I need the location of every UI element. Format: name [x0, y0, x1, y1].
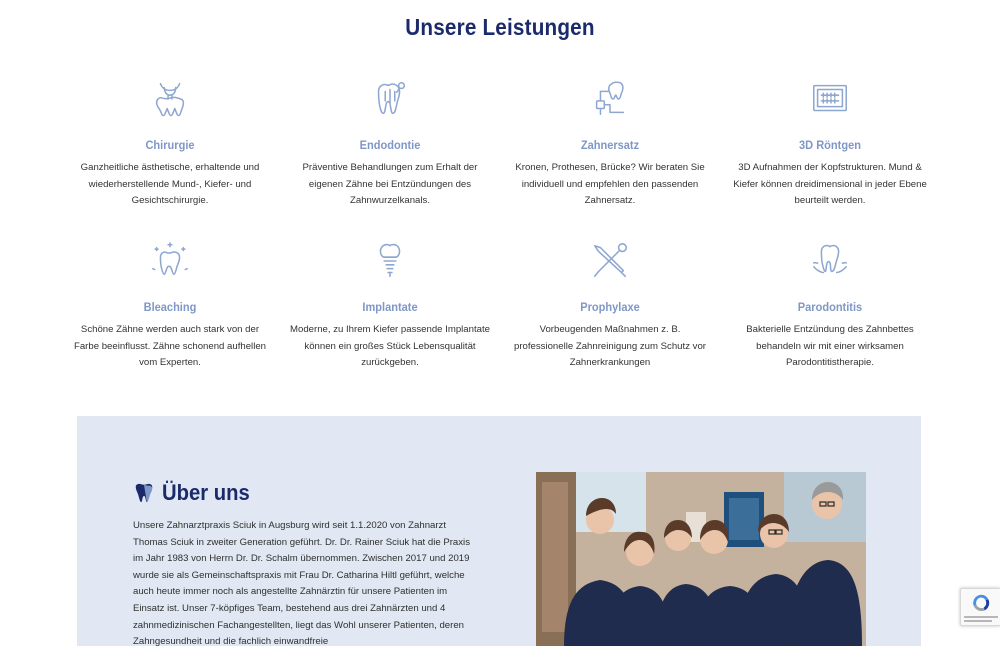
- service-description: Schöne Zähne werden auch stark von der Farbe beeinflusst. Zähne schonend aufhellen vom Experten.: [73, 324, 266, 368]
- dental-bridge-icon: [500, 78, 720, 126]
- service-title: Implantate: [362, 300, 418, 314]
- service-title: Endodontie: [359, 138, 421, 152]
- about-heading: [133, 480, 257, 506]
- service-description: Ganzheitliche ästhetische, erhaltende und wiederherstellende Mund-, Kiefer- und Gesichtschirurgie.: [80, 162, 260, 206]
- service-parodontitis[interactable]: [720, 240, 940, 402]
- about-text: Unsere Zahnarztpraxis Sciuk in Augsburg wird seit 1.1.2020 von Zahnarzt Thomas Sciuk in zweiter Generation geführt. Dr. Dr. Rainer Sciuk hat die Praxis im Jahr 1983 von Herrn Dr. Dr. Schalm übernommen. Zwischen 2017 und 2019 wurde sie als Gemeinschaftspraxis mit Frau Dr. Catharina Hiltl geführt, welche auch heute immer noch als angestellte Zahnärztin für unsere Patienten im Einsatz ist. Unser 7-köpfiges Team, bestehend aus drei Zahnärzten und 4 zahnmedizinischen Fachangestellten, liegt das Wohl unserer Patienten, deren Zahngesundheit und die fachlich einwandfreie: [133, 520, 470, 648]
- services-row: [60, 78, 940, 240]
- gum-tooth-icon: [720, 240, 940, 288]
- service-title: Chirurgie: [145, 138, 195, 152]
- root-canal-icon: [280, 78, 500, 126]
- team-photo: [536, 472, 866, 646]
- service-implantate[interactable]: [280, 240, 500, 402]
- service-description: Kronen, Prothesen, Brücke? Wir beraten Sie individuell und empfehlen den passenden Zahnersatz.: [515, 162, 705, 206]
- recaptcha-badge[interactable]: [960, 588, 1000, 626]
- service-zahnersatz[interactable]: [500, 78, 720, 240]
- recaptcha-icon: [970, 592, 992, 614]
- service-prophylaxe[interactable]: [500, 240, 720, 402]
- dental-implant-icon: [280, 240, 500, 288]
- service-title: 3D Röntgen: [799, 138, 861, 152]
- services-row: [60, 240, 940, 402]
- about-section: [77, 416, 921, 646]
- sparkling-tooth-icon: [60, 240, 280, 288]
- oral-surgery-icon: [60, 78, 280, 126]
- recaptcha-fineprint: [964, 616, 998, 618]
- service-title: Bleaching: [143, 300, 197, 314]
- service-title: Prophylaxe: [580, 300, 640, 314]
- service-description: Präventive Behandlungen zum Erhalt der eigenen Zähne bei Entzündungen des Zahnwurzelkanals.: [302, 162, 478, 206]
- services-grid: [60, 78, 940, 402]
- team-photo-illustration: [536, 472, 866, 646]
- service-description: Moderne, zu Ihrem Kiefer passende Implantate können ein großes Stück Lebensqualität zurückgeben.: [290, 324, 490, 368]
- about-title: Über uns: [162, 480, 250, 505]
- service-description: 3D Aufnahmen der Kopfstrukturen. Mund & Kiefer können dreidimensional in jeder Ebene beurteilt werden.: [733, 162, 927, 206]
- service-title: Parodontitis: [797, 300, 863, 314]
- service-title: Zahnersatz: [580, 138, 640, 152]
- service-endodontie[interactable]: [280, 78, 500, 240]
- page-title: Unsere Leistungen: [405, 14, 595, 40]
- service-description: Vorbeugenden Maßnahmen z. B. professionelle Zahnreinigung zum Schutz vor Zahnerkrankungen: [514, 324, 706, 368]
- service-3d-roentgen[interactable]: [720, 78, 940, 240]
- tooth-logo-icon: [133, 482, 155, 504]
- xray-icon: [720, 78, 940, 126]
- service-chirurgie[interactable]: [60, 78, 280, 240]
- dental-tools-icon: [500, 240, 720, 288]
- service-description: Bakterielle Entzündung des Zahnbettes behandeln wir mit einer wirksamen Parodontitistherapie.: [746, 324, 914, 368]
- service-bleaching[interactable]: [60, 240, 280, 402]
- recaptcha-fineprint: [964, 620, 992, 622]
